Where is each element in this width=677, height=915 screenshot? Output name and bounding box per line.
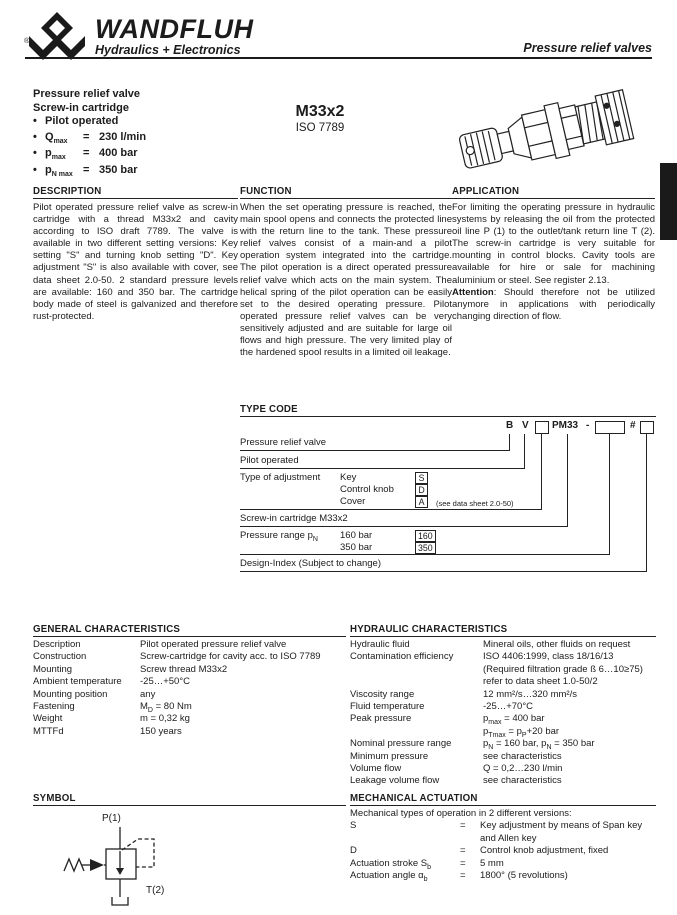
brand-block	[95, 16, 253, 57]
type-code-row-label: Type of adjustment	[240, 472, 321, 483]
wandfluh-logo-icon	[27, 12, 91, 60]
type-code-option-code: 160	[415, 530, 436, 542]
type-code-option-name: 350 bar	[340, 542, 373, 553]
hydraulic-symbol	[58, 813, 228, 915]
function-body: When the set operating pressure is reached, the main spool opens and connects the protected line with the return line to the tank. These pressure relief valves consist of a main-and a pilot operation system integrated into the cartridge. The pilot operation is a direct operated pressure relief valve which acts on the main system. The helical spring of the pilot operation can be easily set to the desired operating pressure. Pilot operated pressure relief valves can be very sensitively adjusted and are suitable for large oil flows and high pressure. The very limited play of the hardened spool results in a limited oil leakage.	[240, 202, 452, 359]
table-row: and Allen key	[480, 832, 537, 844]
type-code-connector	[646, 434, 647, 571]
type-code-box-design-index	[640, 421, 654, 434]
iso-standard: ISO 7789	[295, 122, 345, 134]
table-row: Actuation stroke $S_b$ = 5 mm	[350, 857, 504, 871]
type-code-rowline	[240, 554, 610, 555]
section-symbol	[33, 793, 346, 908]
type-code-connector	[567, 434, 568, 526]
type-code-connector	[541, 434, 542, 509]
section-function	[240, 186, 452, 359]
section-mechanical-actuation	[350, 793, 656, 882]
table-row: (Required filtration grade ß 6…10≥75)	[483, 663, 643, 675]
type-code-family: PM33	[552, 420, 579, 431]
type-code-hash: #	[630, 420, 636, 431]
type-code-option-name: Control knob	[340, 484, 394, 495]
page-title: Pressure relief valves	[523, 41, 652, 55]
type-code-box-pressure-range	[595, 421, 625, 434]
product-title-block	[33, 88, 146, 178]
table-row: Nominal pressure range $p_N = 160$ bar, $p_N = 350$ bar	[350, 738, 595, 752]
type-code-option-code: 350	[415, 542, 436, 554]
type-code-connector	[509, 434, 510, 450]
type-code-option-note: (see data sheet 2.0-50)	[436, 499, 514, 508]
product-title: Pressure relief valve	[33, 88, 141, 100]
table-row: D = Control knob adjustment, fixed	[350, 845, 609, 857]
table-row: Contamination efficiency ISO 4406:1999, class 18/16/13	[350, 651, 614, 663]
type-code-rowline	[240, 526, 568, 527]
table-row: S = Key adjustment by means of Span key	[350, 820, 643, 832]
spec-bullet: • $Q_{max}$ = 230 l/min	[33, 130, 147, 145]
table-row: refer to data sheet 1.0-50/2	[483, 676, 598, 688]
port-label-t: T(2)	[146, 885, 165, 896]
type-code-option-code: D	[415, 484, 428, 496]
type-code-option-code: S	[415, 472, 428, 484]
type-code-connector	[609, 434, 610, 554]
section-application	[452, 186, 655, 323]
type-code-row-label: Design-Index (Subject to change)	[240, 558, 381, 569]
spec-bullet: • $p_{N max}$ = 350 bar	[33, 163, 138, 178]
table-row: Minimum pressure see characteristics	[350, 750, 562, 762]
type-code-row-label: Pressure range $p_N$	[240, 530, 318, 543]
table-row: Mounting position any	[33, 688, 156, 700]
spec-bullet: • Pilot operated	[33, 115, 119, 127]
type-code-heading: TYPE CODE	[240, 404, 656, 417]
hydraulic-heading: HYDRAULIC CHARACTERISTICS	[350, 624, 656, 637]
table-row: Viscosity range 12 mm²/s…320 mm²/s	[350, 688, 577, 700]
table-row: Volume flow Q = 0,2…230 l/min	[350, 763, 563, 775]
table-row: Hydraulic fluid Mineral oils, other fluids on request	[350, 639, 631, 650]
function-heading: FUNCTION	[240, 186, 452, 199]
type-code-rowline	[240, 509, 542, 510]
section-description	[33, 186, 238, 323]
type-code-rowline	[240, 468, 525, 469]
table-row: Leakage volume flow see characteristics	[350, 775, 562, 787]
general-heading: GENERAL CHARACTERISTICS	[33, 624, 346, 637]
section-type-code	[240, 404, 656, 578]
section-hydraulic-characteristics	[350, 624, 656, 788]
table-row: Mounting Screw thread M33x2	[33, 663, 228, 675]
product-image	[452, 76, 658, 186]
type-code-rowline	[240, 571, 647, 572]
type-code-option-name: 160 bar	[340, 530, 373, 541]
table-row: Description Pilot operated pressure relief valve	[33, 639, 287, 650]
type-code-letter-v: V	[522, 420, 529, 431]
type-code-box-adjustment	[535, 421, 549, 434]
table-row: Actuation angle $\alpha_b$ = 1800° (5 revolutions)	[350, 870, 568, 883]
type-code-dash: -	[586, 420, 590, 431]
type-code-option-name: Key	[340, 472, 357, 483]
header-rule	[25, 57, 652, 59]
type-code-rowline	[240, 450, 510, 451]
model-block	[245, 103, 395, 134]
type-code-row-label: Pressure relief valve	[240, 437, 327, 448]
table-row: MTTFd 150 years	[33, 725, 182, 737]
mechanical-intro: Mechanical types of operation in 2 different versions:	[350, 808, 572, 819]
register-tab	[660, 163, 677, 240]
product-subtitle: Screw-in cartridge	[33, 101, 129, 114]
type-code-option-name: Cover	[340, 496, 366, 507]
brand-name: WANDFLUH	[95, 14, 254, 44]
type-code-row-label: Pilot operated	[240, 455, 299, 466]
port-label-p: P(1)	[102, 813, 121, 824]
brand-tagline: Hydraulics + Electronics	[95, 43, 241, 57]
symbol-heading: SYMBOL	[33, 793, 346, 806]
type-code-connector	[524, 434, 525, 468]
type-code-option-code: A	[415, 496, 428, 508]
mechanical-heading: MECHANICAL ACTUATION	[350, 793, 656, 806]
description-body: Pilot operated pressure relief valve as screw-in cartridge with a thread M33x2 and cavity according to ISO draft 7789. The valve is available in two different setting versions: Key setting "S" and turning knob setting "D". Key adjustment "S" is also available with cover, see data sheet 2.0-50. 2 standard pressure levels are available: 160 and 350 bar. The cartridge body made of steel is galvanized and therefore rust-protected.	[33, 202, 238, 322]
table-row: Weight m = 0,32 kg	[33, 713, 190, 725]
table-row: $p_{Tmax} = p_P+20$ bar	[483, 725, 560, 739]
table-row: Fastening $M_D = 80$ Nm	[33, 701, 192, 714]
spec-bullet: • $p_{max}$ = 400 bar	[33, 147, 138, 162]
table-row: Construction Screw-cartridge for cavity acc. to ISO 7789	[33, 651, 321, 663]
application-body: For limiting the operating pressure in hydraulic systems by releasing the oil from the protected oil line P (1) to the outlet/tank return line T (2). The screw-in cartridge is very suitable for mounting in control blocks. Cavity tools are available for hire or sale for machining aluminium or steel. See register 2.13.	[452, 202, 655, 286]
model-code: M33x2	[295, 103, 345, 120]
type-code-letter-b: B	[506, 420, 514, 431]
table-row: Peak pressure $p_{max} = 400$ bar	[350, 713, 545, 727]
application-heading: APPLICATION	[452, 186, 655, 199]
registered-mark: ®	[24, 36, 30, 45]
section-general-characteristics	[33, 624, 346, 738]
application-attention: Attention: Should therefore not be utilized anymore in applications with periodically changing direction of flow.	[452, 286, 655, 322]
description-heading: DESCRIPTION	[33, 186, 238, 199]
table-row: Fluid temperature -25…+70°C	[350, 701, 534, 713]
table-row: Ambient temperature -25…+50°C	[33, 676, 191, 688]
type-code-row-label: Screw-in cartridge M33x2	[240, 513, 348, 524]
